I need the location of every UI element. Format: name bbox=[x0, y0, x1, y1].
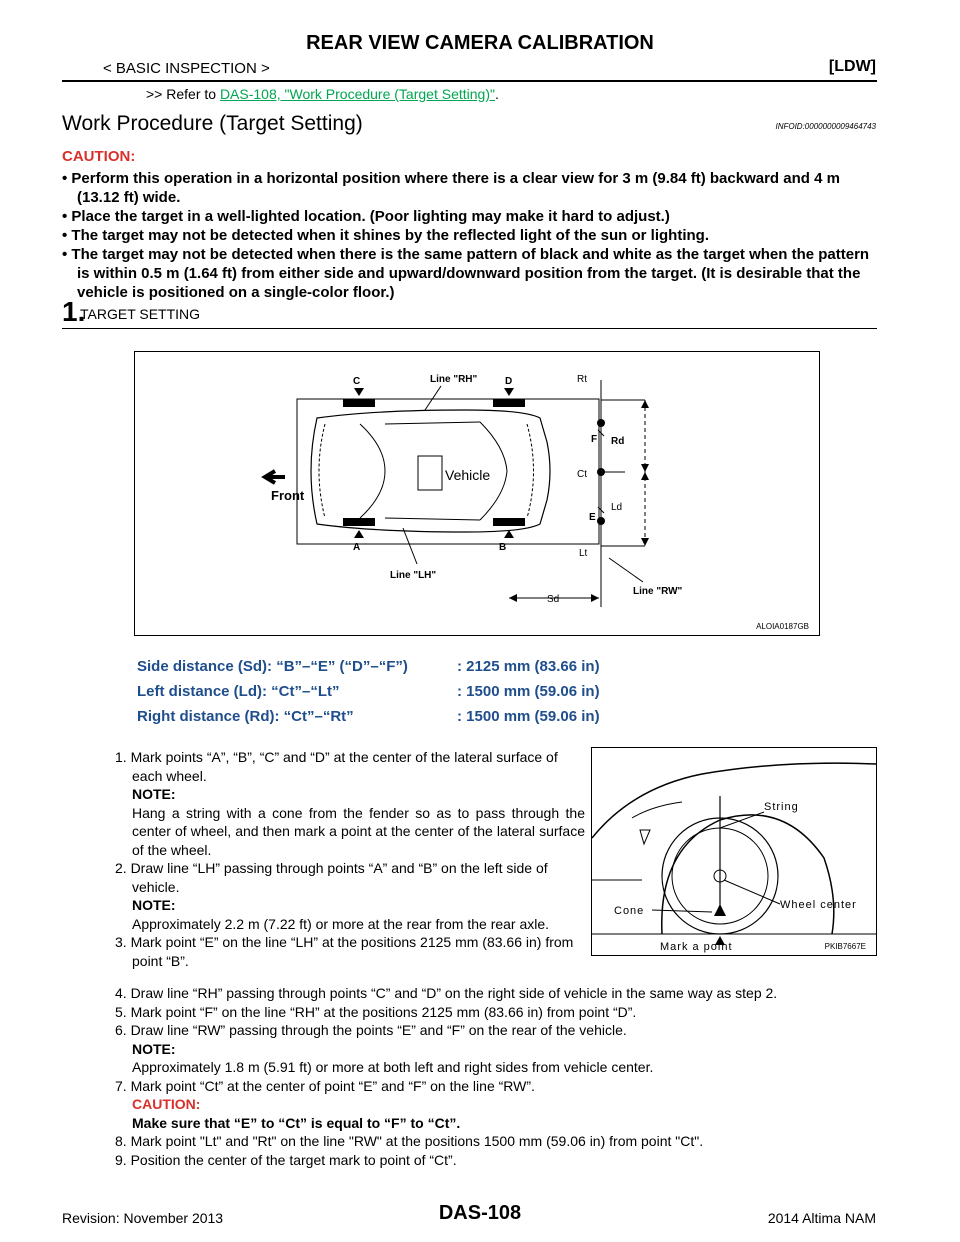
distance-label: Side distance (Sd): “B”–“E” (“D”–“F”) bbox=[137, 658, 408, 675]
step-2-note: Approximately 2.2 m (7.22 ft) or more at the rear from the rear axle. bbox=[132, 915, 550, 932]
step-7-caution: Make sure that “E” to “Ct” is equal to “F” to “Ct”. bbox=[132, 1114, 461, 1131]
distance-value: : 1500 mm (59.06 in) bbox=[457, 708, 600, 725]
distance-label: Left distance (Ld): “Ct”–“Lt” bbox=[137, 683, 340, 700]
procedure-wide bbox=[115, 984, 895, 1169]
footer-model: 2014 Altima NAM bbox=[767, 1210, 876, 1226]
step-3: 3. Mark point “E” on the line “LH” at the positions 2125 mm (83.66 in) from point “B”. bbox=[115, 934, 574, 969]
footer-page-number: DAS-108 bbox=[438, 1202, 522, 1224]
header-divider bbox=[62, 80, 877, 82]
step-divider bbox=[62, 328, 877, 329]
label-a: A bbox=[353, 542, 361, 553]
caution-heading: CAUTION: bbox=[62, 148, 136, 165]
distance-row bbox=[137, 658, 600, 675]
label-f: F bbox=[591, 434, 598, 445]
page-title: REAR VIEW CAMERA CALIBRATION bbox=[306, 32, 654, 54]
label-wheel-center: Wheel center bbox=[780, 899, 857, 911]
distance-label: Right distance (Rd): “Ct”–“Rt” bbox=[137, 708, 354, 725]
label-front: Front bbox=[271, 488, 305, 503]
label-mark-a-point: Mark a point bbox=[660, 941, 733, 953]
step-8: 8. Mark point "Lt" and "Rt" on the line "RW" at the positions 1500 mm (59.06 in) from point "Ct". bbox=[115, 1133, 704, 1149]
info-id: INFOID:0000000009464743 bbox=[775, 122, 876, 131]
breadcrumb: < BASIC INSPECTION > bbox=[103, 60, 270, 77]
label-c: C bbox=[353, 376, 361, 387]
caution-heading: CAUTION: bbox=[132, 1096, 201, 1112]
label-ld: Ld bbox=[611, 502, 623, 513]
label-e: E bbox=[589, 512, 596, 523]
label-string: String bbox=[764, 801, 799, 813]
caution-item: • The target may not be detected when there is the same pattern of black and white as the target when the pattern is within 0.5 m (1.64 ft) from either side and upward/downward position from the target. (It is desirable that the vehicle is positioned on a single-color floor.) bbox=[62, 246, 870, 301]
distance-row bbox=[137, 708, 600, 725]
caution-item: • Perform this operation in a horizontal position where there is a clear view for 3 m (9.84 ft) backward and 4 m (13.12 ft) wide. bbox=[62, 170, 840, 206]
step-2: 2. Draw line “LH” passing through points “A” and “B” on the left side of vehicle. bbox=[115, 860, 548, 895]
footer-revision: Revision: November 2013 bbox=[62, 1210, 224, 1226]
distance-value: : 1500 mm (59.06 in) bbox=[457, 683, 600, 700]
wheel-b bbox=[493, 518, 525, 526]
section-title: Work Procedure (Target Setting) bbox=[62, 112, 363, 135]
caution-item: • Place the target in a well-lighted location. (Poor lighting may make it hard to adjust.) bbox=[62, 208, 670, 225]
label-ct: Ct bbox=[577, 469, 587, 480]
wheel-marking-diagram bbox=[591, 747, 877, 956]
step-6: 6. Draw line “RW” passing through the points “E” and “F” on the rear of the vehicle. bbox=[115, 1022, 627, 1038]
step-5: 5. Mark point “F” on the line “RH” at the positions 2125 mm (83.66 in) from point “D”. bbox=[115, 1003, 637, 1020]
label-b: B bbox=[499, 542, 507, 553]
target-setting-diagram bbox=[134, 351, 820, 636]
figure-code: ALOIA0187GB bbox=[756, 622, 809, 631]
label-cone: Cone bbox=[614, 905, 645, 917]
note-heading: NOTE: bbox=[132, 786, 176, 802]
distance-value: : 2125 mm (83.66 in) bbox=[457, 658, 600, 675]
label-vehicle: Vehicle bbox=[445, 467, 491, 483]
wheel-c bbox=[343, 399, 375, 407]
label-line-lh: Line "LH" bbox=[390, 570, 437, 581]
refer-link[interactable]: DAS-108, "Work Procedure (Target Setting)" bbox=[219, 86, 495, 102]
refer-prefix: >> Refer to bbox=[146, 86, 220, 102]
figure-code: PKIB7667E bbox=[824, 942, 866, 951]
section-code: [LDW] bbox=[828, 58, 876, 75]
caution-item: • The target may not be detected when it shines by the reflected light of the sun or lighting. bbox=[62, 227, 709, 244]
refer-suffix: . bbox=[494, 86, 499, 102]
note-heading: NOTE: bbox=[132, 897, 176, 913]
note-heading: NOTE: bbox=[132, 1040, 176, 1057]
step-7: 7. Mark point “Ct” at the center of point “E” and “F” on the line “RW”. bbox=[115, 1077, 535, 1094]
label-rt: Rt bbox=[577, 374, 587, 385]
procedure-narrow bbox=[115, 748, 585, 970]
step-4: 4. Draw line “RH” passing through points “C” and “D” on the right side of vehicle in the same way as step 2. bbox=[115, 985, 778, 1001]
label-line-rh: Line "RH" bbox=[430, 374, 478, 385]
label-line-rw: Line "RW" bbox=[633, 586, 683, 597]
step-1: 1. Mark points “A”, “B”, “C” and “D” at the center of the lateral surface of each wheel. bbox=[115, 749, 558, 784]
step-1-note: Hang a string with a cone from the fender so as to pass through the center of wheel, and then mark a point at the center of the lateral surface of the wheel. bbox=[132, 804, 585, 858]
label-d: D bbox=[505, 376, 513, 387]
caution-list bbox=[62, 169, 877, 302]
label-lt: Lt bbox=[579, 548, 588, 559]
refer-line bbox=[146, 86, 499, 102]
wheel-d bbox=[493, 399, 525, 407]
step-9: 9. Position the center of the target mark to point of “Ct”. bbox=[115, 1151, 457, 1168]
step-title: TARGET SETTING bbox=[80, 306, 201, 322]
step-number: 1. bbox=[62, 296, 86, 327]
distance-row bbox=[137, 683, 600, 700]
step-6-note: Approximately 1.8 m (5.91 ft) or more at both left and right sides from vehicle center. bbox=[132, 1059, 654, 1075]
label-rd: Rd bbox=[611, 436, 625, 447]
wheel-a bbox=[343, 518, 375, 526]
label-sd: Sd bbox=[547, 594, 560, 605]
